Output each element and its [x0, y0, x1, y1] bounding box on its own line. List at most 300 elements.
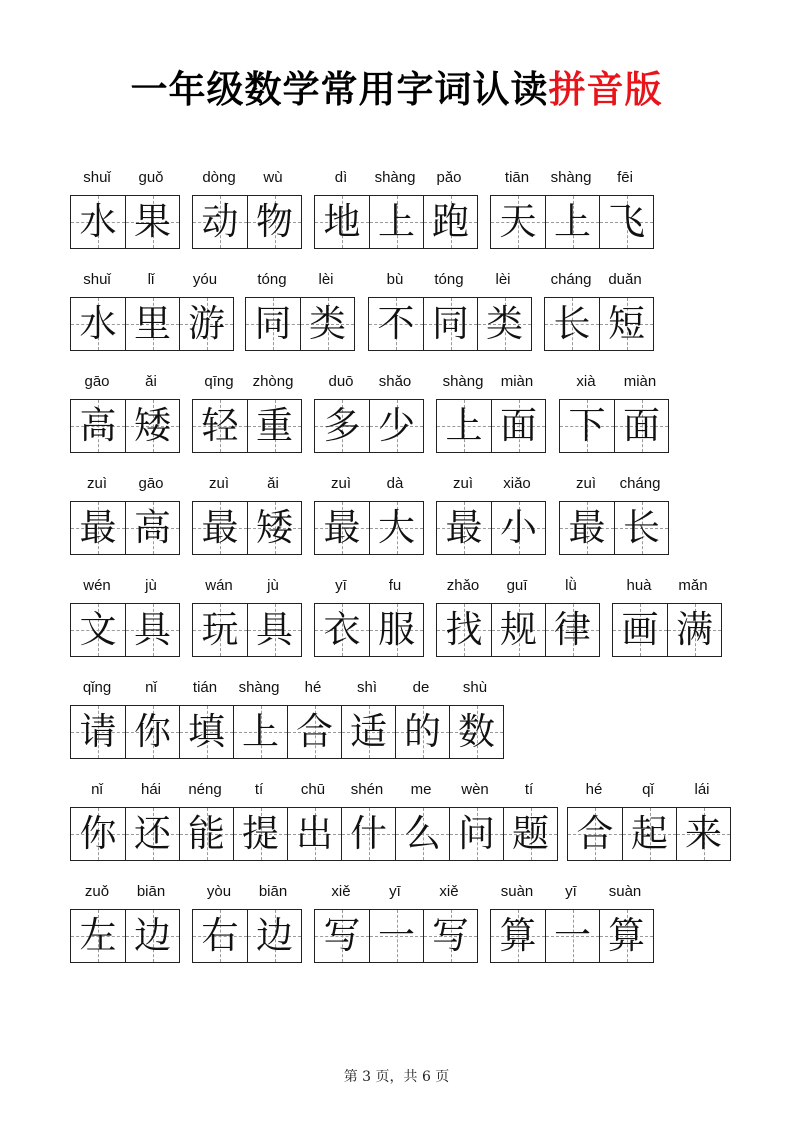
character-cell [193, 400, 247, 452]
pinyin-syllable: zuì [208, 475, 229, 492]
hanzi-character: 短 [608, 302, 645, 345]
pinyin-row [314, 474, 422, 494]
pinyin-syllable: suàn [500, 883, 534, 900]
tianzige-box [70, 807, 558, 861]
hanzi-character: 地 [323, 200, 361, 243]
character-cell [71, 910, 125, 962]
hanzi-character: 服 [378, 608, 415, 651]
hanzi-character: 类 [309, 302, 346, 345]
word-block [70, 270, 232, 372]
character-cell [395, 808, 449, 860]
word-block [70, 372, 178, 474]
hanzi-character: 找 [445, 608, 483, 651]
pinyin-syllable: de [412, 679, 430, 696]
tianzige-box [436, 399, 546, 453]
word-block [544, 270, 652, 372]
character-cell [341, 808, 395, 860]
tianzige-box [192, 399, 302, 453]
character-cell [179, 298, 233, 350]
pinyin-syllable: shǎo [378, 373, 412, 390]
pinyin-syllable: lǜ [565, 577, 577, 594]
hanzi-character: 长 [553, 302, 591, 345]
character-cell [125, 910, 179, 962]
pinyin-syllable: dì [334, 169, 348, 186]
hanzi-character: 律 [554, 608, 591, 651]
tianzige-box [314, 909, 478, 963]
hanzi-character: 矮 [256, 506, 293, 549]
hanzi-character: 合 [296, 710, 333, 753]
pinyin-row [490, 168, 652, 188]
character-cell [622, 808, 676, 860]
character-cell [125, 604, 179, 656]
character-cell [369, 196, 423, 248]
character-cell [599, 298, 653, 350]
pinyin-syllable: zuì [575, 475, 596, 492]
character-cell [193, 604, 247, 656]
character-cell [423, 196, 477, 248]
pinyin-syllable: nǐ [91, 781, 103, 798]
pinyin-syllable: tóng [257, 271, 287, 288]
hanzi-character: 同 [432, 302, 469, 345]
character-cell [247, 910, 301, 962]
hanzi-character: 高 [134, 506, 171, 549]
pinyin-syllable: yóu [192, 271, 218, 288]
pinyin-syllable: qǐ [642, 781, 654, 798]
character-cell [233, 706, 287, 758]
pinyin-syllable: shàng [374, 169, 416, 186]
pinyin-syllable: zuì [452, 475, 473, 492]
word-block [559, 474, 667, 576]
character-cell [423, 298, 477, 350]
character-cell [125, 502, 179, 554]
pinyin-syllable: hái [140, 781, 162, 798]
hanzi-character: 算 [608, 914, 645, 957]
word-block [70, 678, 502, 780]
pinyin-syllable: dà [386, 475, 404, 492]
word-block [192, 474, 300, 576]
word-block [490, 882, 652, 984]
pinyin-row [192, 576, 300, 596]
tianzige-box [436, 501, 546, 555]
character-cell [287, 706, 341, 758]
character-cell [369, 502, 423, 554]
pinyin-row [436, 576, 598, 596]
word-block [314, 576, 422, 678]
character-cell [449, 808, 503, 860]
character-cell [71, 502, 125, 554]
character-cell [125, 196, 179, 248]
character-cell [449, 706, 503, 758]
pinyin-syllable: fu [388, 577, 402, 594]
pinyin-syllable: tián [192, 679, 218, 696]
pinyin-syllable: nǐ [145, 679, 157, 696]
pinyin-syllable: néng [188, 781, 222, 798]
pinyin-syllable: xià [576, 373, 596, 390]
word-row [0, 780, 793, 882]
pinyin-syllable: zuǒ [84, 883, 110, 900]
character-cell [71, 706, 125, 758]
character-cell [246, 298, 300, 350]
hanzi-character: 玩 [201, 608, 239, 651]
pinyin-row [544, 270, 652, 290]
tianzige-box [314, 399, 424, 453]
hanzi-character: 长 [623, 506, 660, 549]
tianzige-box [368, 297, 532, 351]
character-cell [667, 604, 721, 656]
character-cell [247, 400, 301, 452]
hanzi-character: 矮 [134, 404, 171, 447]
pinyin-row [314, 882, 476, 902]
character-cell [560, 400, 614, 452]
character-cell [125, 706, 179, 758]
hanzi-character: 跑 [432, 200, 469, 243]
tianzige-box [192, 603, 302, 657]
pinyin-syllable: xiě [439, 883, 459, 900]
hanzi-character: 写 [432, 914, 469, 957]
tianzige-box [70, 909, 180, 963]
hanzi-character: 不 [377, 302, 415, 345]
pinyin-row [490, 882, 652, 902]
tianzige-box [70, 195, 180, 249]
hanzi-character: 天 [499, 200, 537, 243]
pinyin-syllable: wù [263, 169, 283, 186]
pinyin-syllable: pǎo [436, 169, 462, 186]
character-cell [437, 502, 491, 554]
pinyin-row [70, 270, 232, 290]
hanzi-character: 右 [201, 914, 239, 957]
word-row [0, 168, 793, 270]
tianzige-box [436, 603, 600, 657]
character-cell [437, 400, 491, 452]
pinyin-syllable: dòng [202, 169, 236, 186]
hanzi-character: 少 [378, 404, 415, 447]
pinyin-syllable: duǎn [608, 271, 642, 288]
pinyin-syllable: xiě [331, 883, 351, 900]
hanzi-character: 提 [242, 812, 279, 855]
word-block [192, 882, 300, 984]
character-cell [193, 910, 247, 962]
tianzige-box [245, 297, 355, 351]
pinyin-syllable: jù [145, 577, 157, 594]
word-row [0, 474, 793, 576]
pinyin-syllable: shàng [238, 679, 280, 696]
tianzige-box [544, 297, 654, 351]
title-accent: 拼音版 [548, 68, 663, 111]
tianzige-box [567, 807, 731, 861]
word-row [0, 372, 793, 474]
hanzi-character: 动 [201, 200, 239, 243]
pinyin-syllable: tí [524, 781, 534, 798]
character-cell [545, 196, 599, 248]
pinyin-syllable: qǐng [82, 679, 112, 696]
pinyin-syllable: wán [205, 577, 233, 594]
pinyin-syllable: duō [328, 373, 354, 390]
pinyin-syllable: zuì [330, 475, 351, 492]
tianzige-box [70, 399, 180, 453]
pinyin-row [192, 474, 300, 494]
pinyin-syllable: cháng [550, 271, 592, 288]
tianzige-box [70, 501, 180, 555]
character-cell [287, 808, 341, 860]
word-block [192, 576, 300, 678]
word-block [436, 474, 544, 576]
pinyin-syllable: gāo [138, 475, 164, 492]
pinyin-syllable: guǒ [138, 169, 164, 186]
hanzi-character: 水 [79, 200, 117, 243]
hanzi-character: 游 [188, 302, 225, 345]
character-cell [369, 298, 423, 350]
pinyin-syllable: shàng [550, 169, 592, 186]
hanzi-character: 上 [378, 200, 415, 243]
pinyin-syllable: shuǐ [83, 169, 111, 186]
pinyin-syllable: huà [626, 577, 652, 594]
pinyin-syllable: hé [585, 781, 603, 798]
word-block [70, 168, 178, 270]
pinyin-row [612, 576, 720, 596]
character-cell [599, 910, 653, 962]
character-cell [71, 298, 125, 350]
character-cell [491, 910, 545, 962]
character-cell [71, 400, 125, 452]
pinyin-row [70, 168, 178, 188]
pinyin-syllable: chū [300, 781, 326, 798]
pinyin-row [70, 576, 178, 596]
character-cell [491, 604, 545, 656]
pinyin-syllable: biān [136, 883, 166, 900]
character-cell [233, 808, 287, 860]
tianzige-box [559, 501, 669, 555]
hanzi-character: 来 [685, 812, 722, 855]
word-row [0, 678, 793, 780]
word-block [314, 168, 476, 270]
character-cell [315, 604, 369, 656]
pinyin-row [70, 372, 178, 392]
pinyin-syllable: zuì [86, 475, 107, 492]
character-cell [341, 706, 395, 758]
character-cell [125, 400, 179, 452]
pinyin-row [70, 780, 556, 800]
hanzi-character: 重 [256, 404, 293, 447]
pinyin-syllable: tí [254, 781, 264, 798]
hanzi-character: 的 [404, 710, 441, 753]
pinyin-row [567, 780, 729, 800]
page-title [0, 62, 793, 118]
pinyin-syllable: cháng [619, 475, 661, 492]
pinyin-syllable: tiān [504, 169, 530, 186]
hanzi-character: 边 [134, 914, 171, 957]
character-cell [179, 706, 233, 758]
hanzi-character: 么 [404, 812, 441, 855]
tianzige-box [314, 603, 424, 657]
hanzi-character: 类 [486, 302, 523, 345]
character-cell [247, 502, 301, 554]
word-block [192, 372, 300, 474]
pinyin-syllable: fēi [617, 169, 633, 186]
pinyin-row [314, 576, 422, 596]
character-cell [247, 196, 301, 248]
hanzi-character: 下 [568, 404, 606, 447]
hanzi-character: 上 [554, 200, 591, 243]
pinyin-syllable: biān [258, 883, 288, 900]
character-cell [369, 400, 423, 452]
tianzige-box [192, 501, 302, 555]
character-cell [395, 706, 449, 758]
pinyin-syllable: xiǎo [503, 475, 531, 492]
character-cell [71, 808, 125, 860]
pinyin-syllable: guī [506, 577, 528, 594]
hanzi-character: 什 [350, 812, 387, 855]
hanzi-character: 你 [134, 710, 171, 753]
pinyin-syllable: yòu [206, 883, 232, 900]
pinyin-syllable: shuǐ [83, 271, 111, 288]
character-cell [193, 196, 247, 248]
hanzi-character: 小 [500, 506, 537, 549]
character-cell [71, 196, 125, 248]
hanzi-character: 大 [378, 506, 415, 549]
character-cell [300, 298, 354, 350]
character-cell [71, 604, 125, 656]
hanzi-character: 写 [323, 914, 361, 957]
character-cell [423, 910, 477, 962]
character-cell [560, 502, 614, 554]
hanzi-character: 上 [445, 404, 483, 447]
character-cell [676, 808, 730, 860]
page-footer: 第 3 页，共 6 页 [343, 1069, 450, 1085]
pinyin-row [70, 474, 178, 494]
word-block [490, 168, 652, 270]
tianzige-box [70, 603, 180, 657]
character-cell [614, 502, 668, 554]
character-cell [193, 502, 247, 554]
tianzige-box [192, 909, 302, 963]
word-block [70, 882, 178, 984]
hanzi-character: 面 [623, 404, 660, 447]
pinyin-row [436, 372, 544, 392]
tianzige-box [314, 501, 424, 555]
character-cell [503, 808, 557, 860]
hanzi-character: 同 [254, 302, 292, 345]
hanzi-character: 最 [568, 506, 606, 549]
pinyin-row [70, 882, 178, 902]
word-block [612, 576, 720, 678]
word-row [0, 576, 793, 678]
pinyin-syllable: miàn [500, 373, 534, 390]
pinyin-syllable: suàn [608, 883, 642, 900]
word-block [70, 780, 556, 882]
hanzi-character: 合 [576, 812, 614, 855]
hanzi-character: 衣 [323, 608, 361, 651]
tianzige-box [490, 909, 654, 963]
tianzige-box [192, 195, 302, 249]
hanzi-character: 物 [256, 200, 293, 243]
pinyin-syllable: shén [350, 781, 384, 798]
hanzi-character: 最 [323, 506, 361, 549]
hanzi-character: 果 [134, 200, 171, 243]
pinyin-syllable: lǐ [147, 271, 155, 288]
pinyin-syllable: ǎi [145, 373, 157, 390]
character-cell [545, 298, 599, 350]
pinyin-syllable: jù [267, 577, 279, 594]
word-block [368, 270, 530, 372]
word-block [436, 576, 598, 678]
hanzi-character: 一 [378, 914, 415, 957]
character-cell [614, 400, 668, 452]
character-cell [247, 604, 301, 656]
pinyin-row [559, 372, 667, 392]
pinyin-syllable: miàn [623, 373, 657, 390]
hanzi-character: 题 [512, 812, 549, 855]
hanzi-character: 最 [201, 506, 239, 549]
hanzi-character: 左 [79, 914, 117, 957]
title-main: 一年级数学常用字词认读 [130, 68, 549, 111]
character-cell [491, 400, 545, 452]
word-block [192, 168, 300, 270]
tianzige-box [314, 195, 478, 249]
word-row [0, 270, 793, 372]
pinyin-syllable: wén [83, 577, 111, 594]
tianzige-box [559, 399, 669, 453]
tianzige-box [70, 297, 234, 351]
hanzi-character: 飞 [608, 200, 645, 243]
pinyin-syllable: qīng [204, 373, 234, 390]
character-cell [545, 604, 599, 656]
pinyin-syllable: ǎi [267, 475, 279, 492]
pinyin-syllable: bù [386, 271, 404, 288]
character-cell [179, 808, 233, 860]
character-cell [125, 298, 179, 350]
character-cell [491, 502, 545, 554]
pinyin-syllable: zhǎo [446, 577, 480, 594]
hanzi-character: 问 [458, 812, 495, 855]
tianzige-box [70, 705, 504, 759]
pinyin-syllable: me [410, 781, 432, 798]
word-block [245, 270, 353, 372]
character-cell [125, 808, 179, 860]
character-cell [568, 808, 622, 860]
pinyin-syllable: wèn [461, 781, 489, 798]
pinyin-row [192, 372, 300, 392]
pinyin-syllable: lèi [495, 271, 511, 288]
hanzi-character: 水 [79, 302, 117, 345]
hanzi-character: 规 [500, 608, 537, 651]
character-cell [545, 910, 599, 962]
character-cell [477, 298, 531, 350]
pinyin-syllable: mǎn [678, 577, 708, 594]
word-block [314, 474, 422, 576]
hanzi-character: 轻 [201, 404, 239, 447]
character-cell [491, 196, 545, 248]
pinyin-row [368, 270, 530, 290]
pinyin-syllable: zhòng [252, 373, 294, 390]
pinyin-row [192, 168, 300, 188]
hanzi-character: 你 [79, 812, 117, 855]
pinyin-syllable: shàng [442, 373, 484, 390]
word-block [314, 882, 476, 984]
word-block [436, 372, 544, 474]
hanzi-character: 具 [256, 608, 293, 651]
word-row [0, 882, 793, 984]
pinyin-syllable: yī [335, 577, 347, 594]
tianzige-box [490, 195, 654, 249]
hanzi-character: 画 [621, 608, 659, 651]
hanzi-character: 填 [188, 710, 225, 753]
hanzi-character: 多 [323, 404, 361, 447]
tianzige-box [612, 603, 722, 657]
pinyin-syllable: lèi [318, 271, 334, 288]
hanzi-character: 请 [79, 710, 117, 753]
pinyin-row [559, 474, 667, 494]
character-cell [369, 910, 423, 962]
